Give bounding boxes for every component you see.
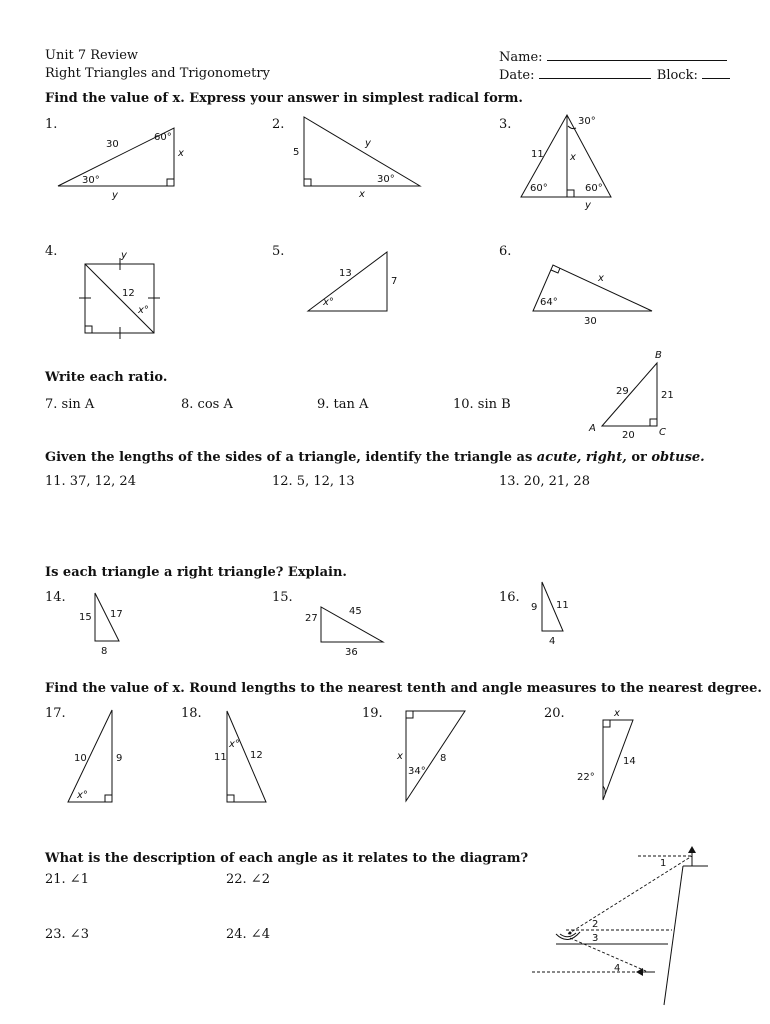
problem-number: 20. bbox=[544, 706, 565, 721]
angle-label: 1 bbox=[660, 858, 667, 869]
label: 60° bbox=[154, 132, 172, 143]
date-label: Date: bbox=[499, 68, 535, 83]
label: 34° bbox=[408, 766, 426, 777]
label: 30 bbox=[584, 316, 597, 327]
label: 22° bbox=[577, 772, 595, 783]
angle-label: 2 bbox=[592, 919, 599, 930]
label: 21 bbox=[661, 390, 674, 401]
ratio-question: 7. sin A bbox=[45, 397, 95, 412]
angle-question: 21. ∠1 bbox=[45, 872, 89, 887]
label: 60° bbox=[530, 183, 548, 194]
unit-subtitle: Right Triangles and Trigonometry bbox=[45, 66, 270, 81]
label: x° bbox=[77, 790, 88, 801]
block-label: Block: bbox=[656, 68, 698, 83]
label: x bbox=[359, 189, 365, 200]
angle-question: 24. ∠4 bbox=[226, 927, 270, 942]
problem-number: 5. bbox=[272, 244, 285, 259]
label: x bbox=[178, 148, 184, 159]
label: 8 bbox=[101, 646, 108, 657]
ratio-question: 9. tan A bbox=[317, 397, 369, 412]
classify-question: 12. 5, 12, 13 bbox=[272, 474, 355, 489]
problem-number: 16. bbox=[499, 590, 520, 605]
label: 30° bbox=[377, 174, 395, 185]
name-label: Name: bbox=[499, 50, 543, 65]
label: 9 bbox=[531, 602, 538, 613]
label: 12 bbox=[250, 750, 263, 761]
section-right-check-heading: Is each triangle a right triangle? Explain. bbox=[45, 565, 347, 580]
section-classify-heading: Given the lengths of the sides of a triangle, identify the triangle as acute, right, or obtuse. bbox=[45, 450, 705, 465]
problem-number: 2. bbox=[272, 117, 285, 132]
label: y bbox=[585, 200, 591, 211]
label: C bbox=[659, 427, 666, 438]
label: 30° bbox=[578, 116, 596, 127]
classify-question: 11. 37, 12, 24 bbox=[45, 474, 136, 489]
section-angle-heading: What is the description of each angle as it relates to the diagram? bbox=[45, 851, 529, 866]
problem-number: 6. bbox=[499, 244, 512, 259]
label: 13 bbox=[339, 268, 352, 279]
label: A bbox=[589, 423, 596, 434]
label: x bbox=[598, 273, 604, 284]
label: 64° bbox=[540, 297, 558, 308]
label: 11 bbox=[531, 149, 544, 160]
label: 8 bbox=[440, 753, 447, 764]
unit-title: Unit 7 Review bbox=[45, 48, 139, 63]
label: 9 bbox=[116, 753, 123, 764]
label: 30° bbox=[82, 175, 100, 186]
ratio-question: 8. cos A bbox=[181, 397, 233, 412]
label: 7 bbox=[391, 276, 398, 287]
label: x bbox=[397, 751, 403, 762]
angle-question: 23. ∠3 bbox=[45, 927, 89, 942]
label: 45 bbox=[349, 606, 362, 617]
label: 5 bbox=[293, 147, 300, 158]
label: 36 bbox=[345, 647, 358, 658]
problem-number: 17. bbox=[45, 706, 66, 721]
problem-number: 1. bbox=[45, 117, 58, 132]
label: 29 bbox=[616, 386, 629, 397]
label: y bbox=[121, 250, 127, 261]
classify-question: 13. 20, 21, 28 bbox=[499, 474, 590, 489]
angle-question: 22. ∠2 bbox=[226, 872, 270, 887]
label: x° bbox=[323, 297, 334, 308]
label: 27 bbox=[305, 613, 318, 624]
label: y bbox=[365, 138, 371, 149]
label: 20 bbox=[622, 430, 635, 441]
section-radical-heading: Find the value of x. Express your answer in simplest radical form. bbox=[45, 91, 523, 106]
label: x° bbox=[138, 305, 149, 316]
label: 15 bbox=[79, 612, 92, 623]
label: B bbox=[655, 350, 662, 361]
angle-label: 3 bbox=[592, 933, 599, 944]
label: y bbox=[112, 190, 118, 201]
label: x bbox=[614, 708, 620, 719]
label: 30 bbox=[106, 139, 119, 150]
section-ratio-heading: Write each ratio. bbox=[45, 370, 168, 385]
label: 60° bbox=[585, 183, 603, 194]
label: 14 bbox=[623, 756, 636, 767]
angle-label: 4 bbox=[614, 963, 621, 974]
problem-number: 3. bbox=[499, 117, 512, 132]
section-round-heading: Find the value of x. Round lengths to the nearest tenth and angle measures to the nearest degree. bbox=[45, 681, 762, 696]
problem-number: 15. bbox=[272, 590, 293, 605]
problem-number: 14. bbox=[45, 590, 66, 605]
problem-number: 4. bbox=[45, 244, 58, 259]
label: 4 bbox=[549, 636, 556, 647]
problem-number: 19. bbox=[362, 706, 383, 721]
label: 17 bbox=[110, 609, 123, 620]
label: 11 bbox=[556, 600, 569, 611]
problem-number: 18. bbox=[181, 706, 202, 721]
label: x bbox=[570, 152, 576, 163]
label: 12 bbox=[122, 288, 135, 299]
label: x° bbox=[229, 739, 240, 750]
label: 11 bbox=[214, 752, 227, 763]
ratio-question: 10. sin B bbox=[453, 397, 511, 412]
label: 10 bbox=[74, 753, 87, 764]
